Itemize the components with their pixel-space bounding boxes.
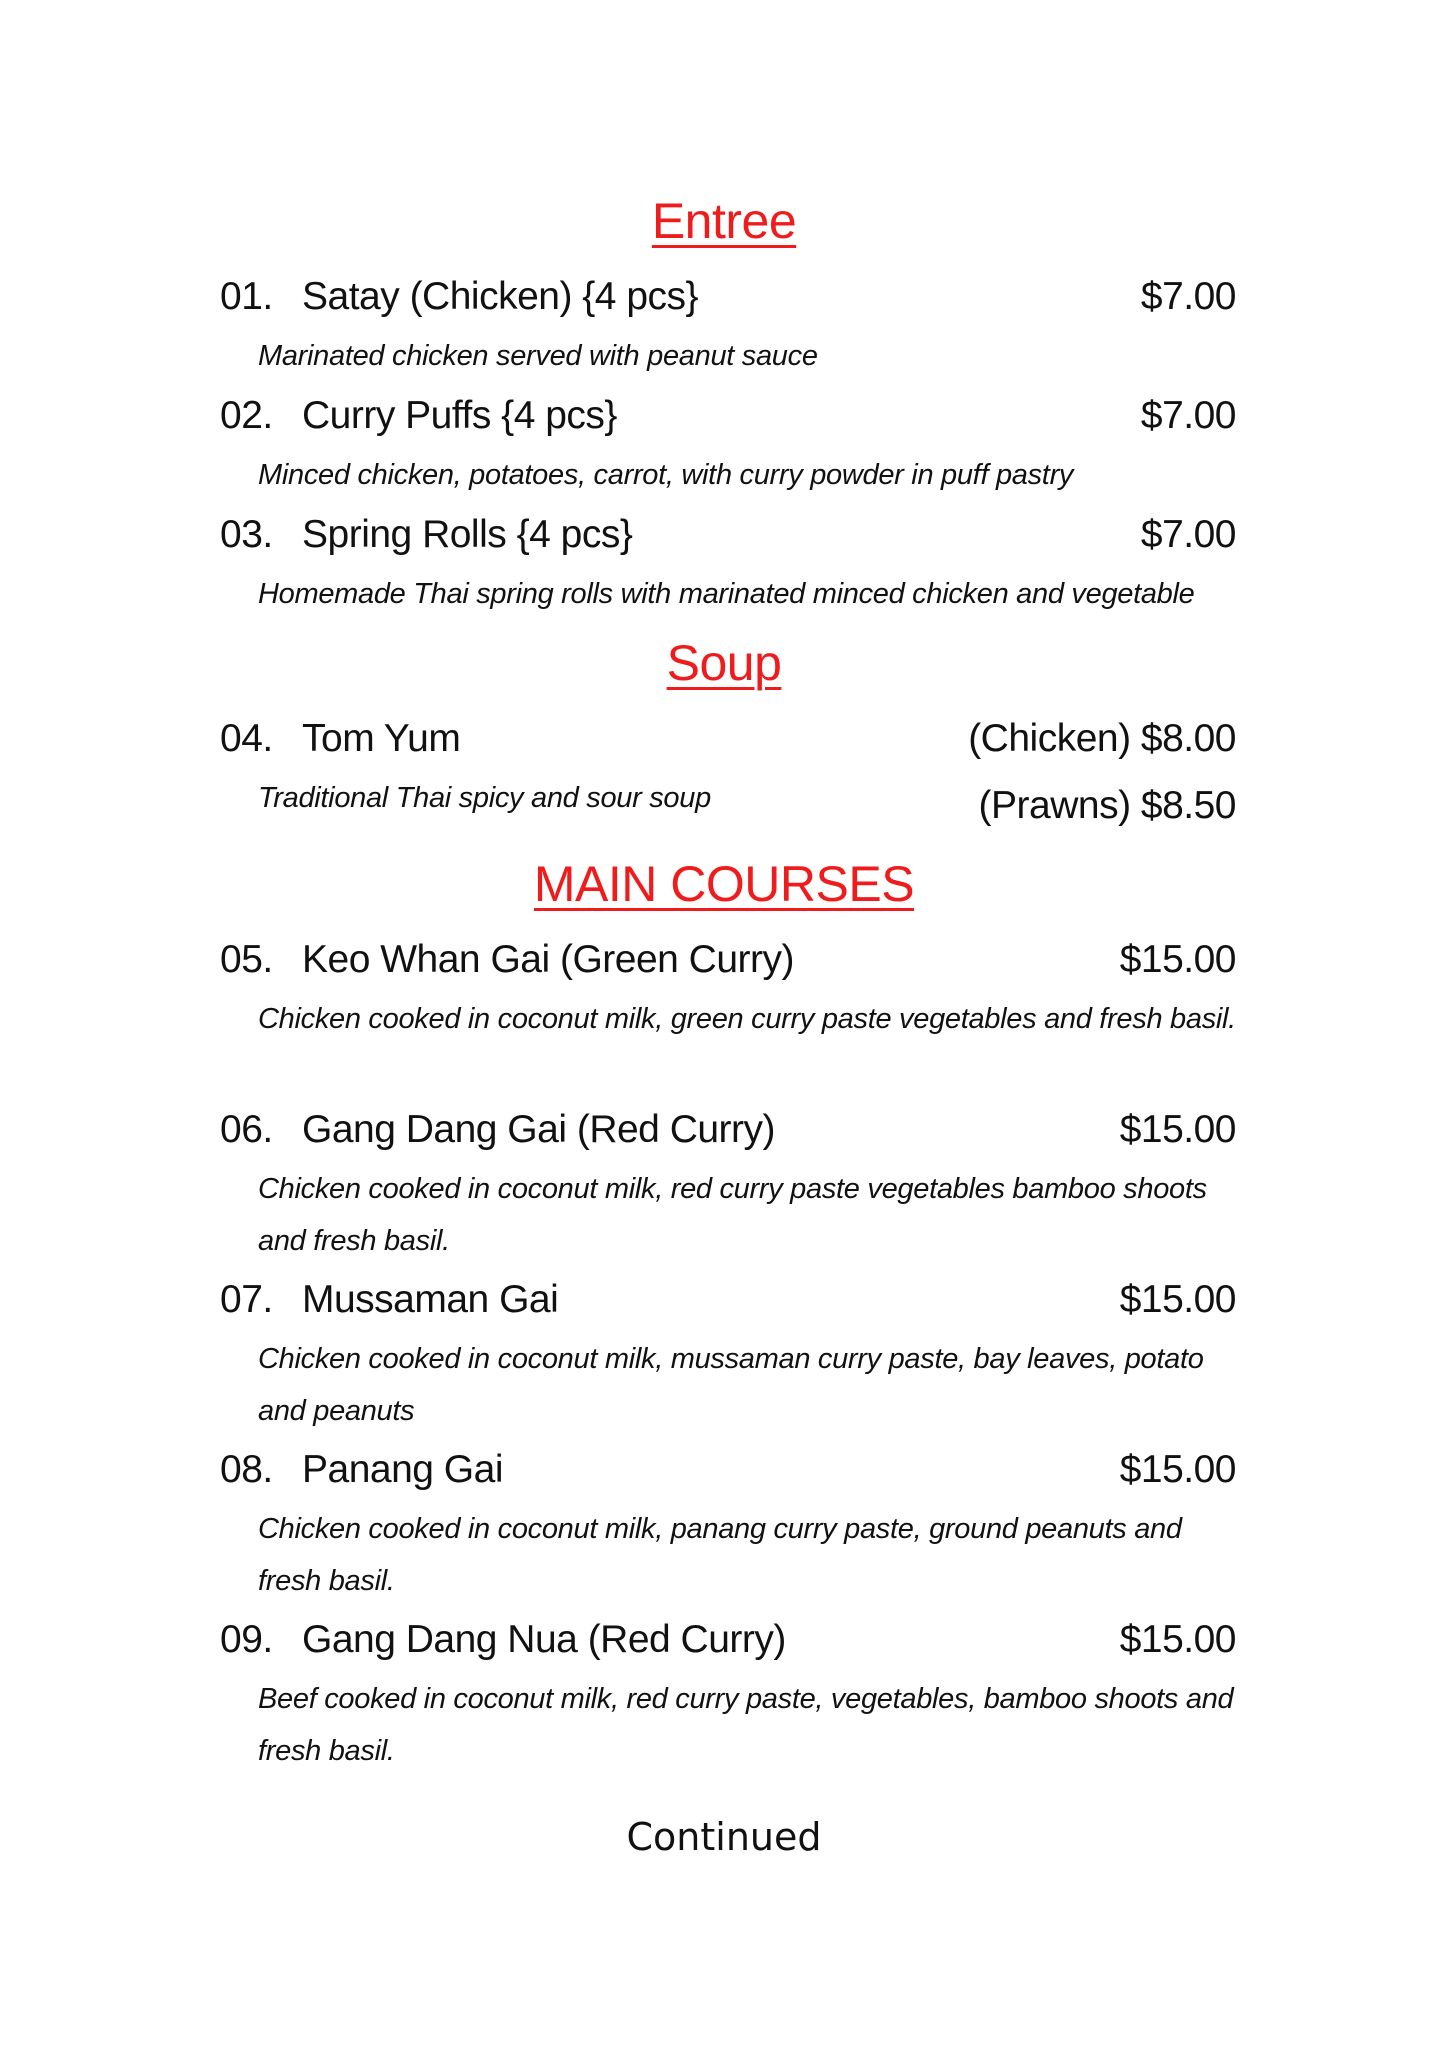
item-price-secondary: (Prawns) $8.50	[978, 784, 1236, 827]
menu-item	[220, 1272, 1236, 1328]
section-heading-main-courses: MAIN COURSES	[533, 856, 915, 912]
section-heading-soup: Soup	[666, 635, 782, 691]
item-description: Chicken cooked in coconut milk, green curry paste vegetables and fresh basil.	[258, 1003, 1236, 1035]
item-number: 01.	[220, 275, 273, 318]
item-number: 07.	[220, 1278, 273, 1321]
item-description: Chicken cooked in coconut milk, panang curry paste, ground peanuts and fresh basil.	[258, 1513, 1182, 1597]
menu-item	[220, 932, 1236, 988]
item-description: Minced chicken, potatoes, carrot, with curry powder in puff pastry	[258, 459, 1074, 491]
item-name: Gang Dang Gai (Red Curry)	[302, 1108, 776, 1151]
section-heading-entree: Entree	[651, 193, 797, 249]
item-price: (Chicken) $8.00	[968, 717, 1236, 760]
item-name: Spring Rolls {4 pcs}	[302, 513, 633, 556]
item-name: Panang Gai	[302, 1448, 503, 1491]
item-description: Beef cooked in coconut milk, red curry paste, vegetables, bamboo shoots and fresh basil.	[258, 1683, 1234, 1767]
item-name: Keo Whan Gai (Green Curry)	[302, 938, 795, 981]
item-price: $15.00	[1119, 1448, 1236, 1491]
item-description: Marinated chicken served with peanut sauce	[258, 340, 818, 372]
menu-item	[220, 388, 1236, 444]
item-description: Chicken cooked in coconut milk, red curry paste vegetables bamboo shoots and fresh basil.	[258, 1173, 1207, 1257]
menu-item-price-row	[220, 778, 1236, 834]
item-description: Homemade Thai spring rolls with marinated minced chicken and vegetable	[258, 578, 1195, 610]
item-price: $15.00	[1119, 1278, 1236, 1321]
item-number: 08.	[220, 1448, 273, 1491]
item-name: Satay (Chicken) {4 pcs}	[302, 275, 699, 318]
item-description: Traditional Thai spicy and sour soup	[258, 782, 711, 814]
item-number: 03.	[220, 513, 273, 556]
item-price: $15.00	[1119, 1618, 1236, 1661]
item-name: Gang Dang Nua (Red Curry)	[302, 1618, 786, 1661]
item-number: 04.	[220, 717, 273, 760]
menu-item	[220, 1102, 1236, 1158]
item-description: Chicken cooked in coconut milk, mussaman curry paste, bay leaves, potato and peanuts	[258, 1343, 1204, 1427]
menu-item	[220, 269, 1236, 325]
menu-item	[220, 1442, 1236, 1498]
item-number: 06.	[220, 1108, 273, 1151]
item-number: 09.	[220, 1618, 273, 1661]
item-price: $7.00	[1140, 513, 1236, 556]
item-price: $15.00	[1119, 938, 1236, 981]
item-price: $7.00	[1140, 275, 1236, 318]
item-price: $15.00	[1119, 1108, 1236, 1151]
item-number: 05.	[220, 938, 273, 981]
item-price: $7.00	[1140, 394, 1236, 437]
item-number: 02.	[220, 394, 273, 437]
menu-item	[220, 1612, 1236, 1668]
menu-item	[220, 711, 1236, 767]
menu-item	[220, 507, 1236, 563]
item-name: Tom Yum	[302, 717, 461, 760]
continued-note: Continued	[626, 1815, 822, 1859]
item-name: Curry Puffs {4 pcs}	[302, 394, 617, 437]
item-name: Mussaman Gai	[302, 1278, 559, 1321]
